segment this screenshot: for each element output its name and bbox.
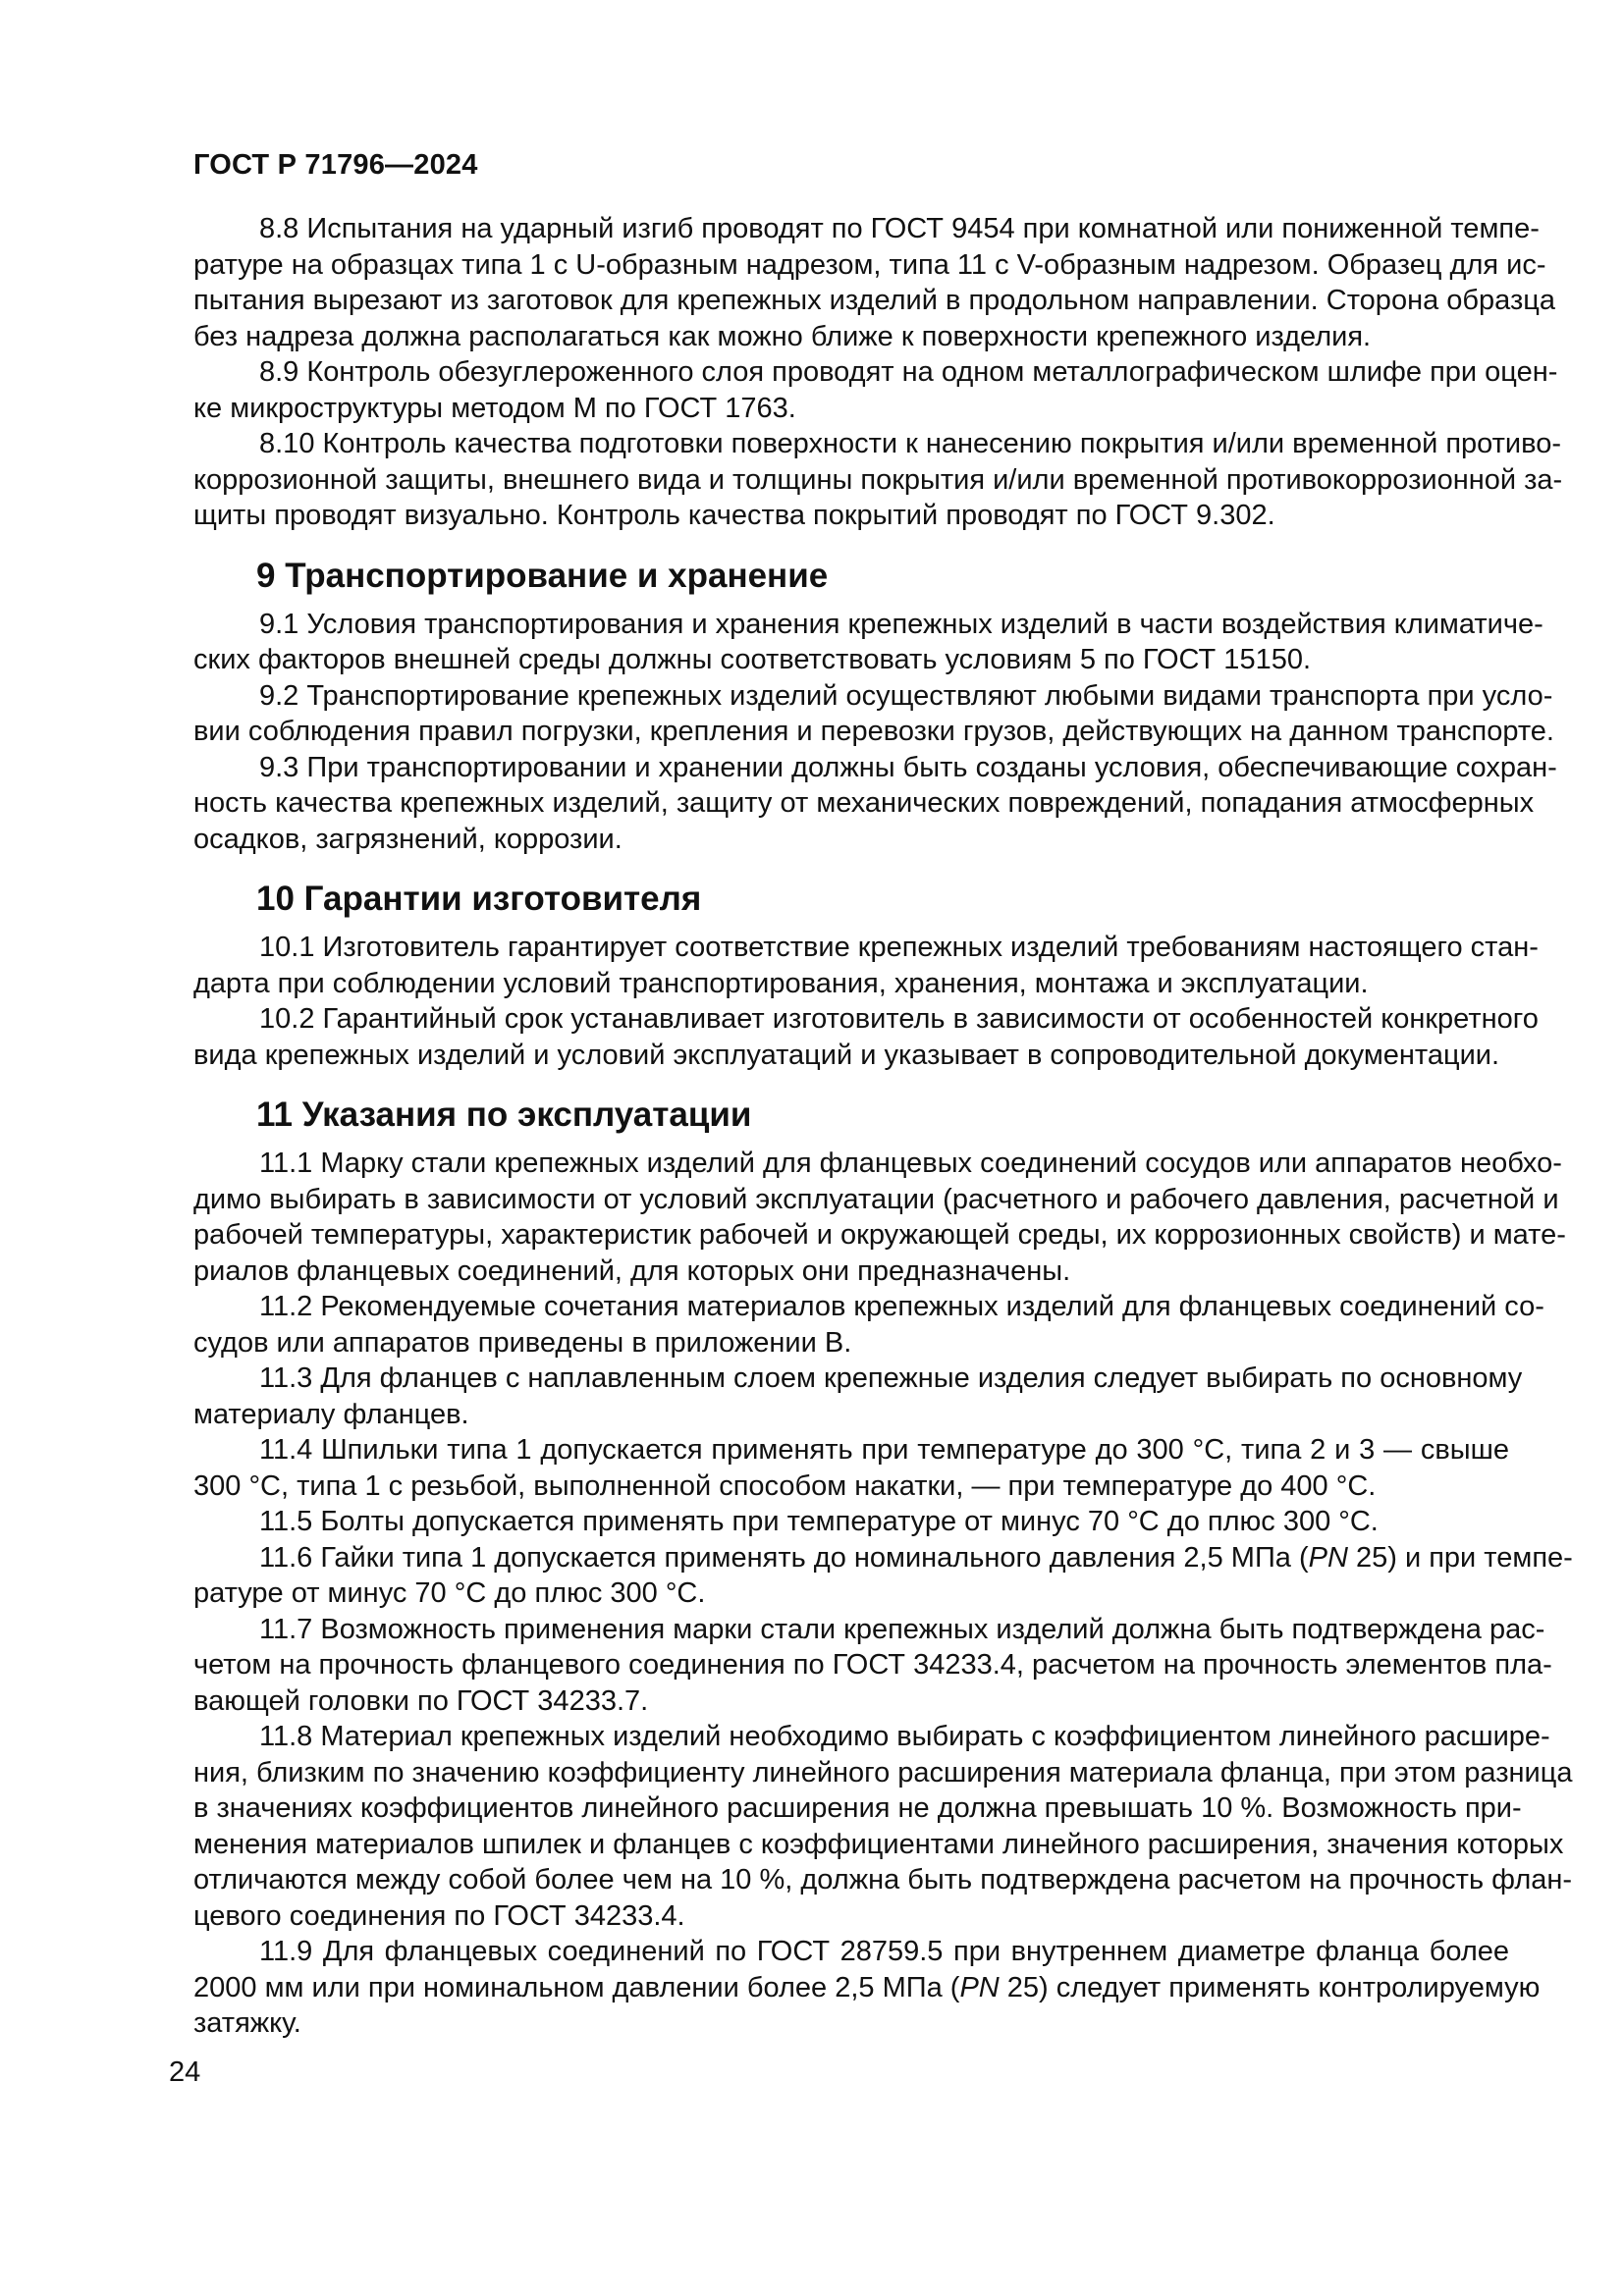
text-line: 11.2 Рекомендуемые сочетания материалов крепежных изделий для фланцевых соединений со- bbox=[259, 1291, 1544, 1322]
document-section bbox=[193, 556, 1557, 858]
text-line: риалов фланцевых соединений, для которых они предназначены. bbox=[193, 1255, 1071, 1287]
text-line: 8.10 Контроль качества подготовки поверхности к нанесению покрытия и/или временной противо- bbox=[259, 428, 1561, 459]
paragraph bbox=[193, 1719, 1573, 1934]
paragraph bbox=[193, 211, 1555, 354]
paragraph bbox=[193, 1146, 1566, 1289]
document-section bbox=[193, 211, 1563, 534]
text-line: четом на прочность фланцевого соединения по ГОСТ 34233.4, расчетом на прочность элементов пла- bbox=[193, 1649, 1552, 1681]
text-line: затяжку. bbox=[193, 2007, 301, 2039]
text-line: 8.9 Контроль обезуглероженного слоя проводят на одном металлографическом шлифе при оцен- bbox=[259, 356, 1558, 388]
text-line: 300 °С, типа 1 с резьбой, выполненной способом накатки, — при температуре до 400 °С. bbox=[193, 1469, 1377, 1502]
text-line: судов или аппаратов приведены в приложении В. bbox=[193, 1326, 852, 1359]
paragraph bbox=[193, 1289, 1544, 1361]
section-heading: 9 Транспортирование и хранение bbox=[256, 556, 829, 595]
text-line: вида крепежных изделий и условий эксплуатаций и указывает в сопроводительной документации. bbox=[193, 1039, 1500, 1071]
paragraph bbox=[193, 1934, 1541, 2042]
document-section bbox=[193, 879, 1539, 1073]
text-line: ратуре от минус 70 °С до плюс 300 °С. bbox=[193, 1577, 706, 1609]
text-line: без надреза должна располагаться как можно ближе к поверхности крепежного изделия. bbox=[193, 320, 1372, 352]
text-line: 10.2 Гарантийный срок устанавливает изготовитель в зависимости от особенностей конкретного bbox=[259, 1003, 1539, 1035]
text-line: 9.3 При транспортировании и хранении должны быть созданы условия, обеспечивающие сохран- bbox=[259, 751, 1557, 783]
text-line: 11.8 Материал крепежных изделий необходимо выбирать с коэффициентом линейного расшире- bbox=[259, 1721, 1550, 1752]
doc-code-header: ГОСТ Р 71796—2024 bbox=[193, 149, 478, 181]
paragraph bbox=[193, 1504, 1509, 1540]
text-line: 11.4 Шпильки типа 1 допускается применять при температуре до 300 °С, типа 2 и 3 — свыше bbox=[259, 1434, 1509, 1466]
text-line: 9.2 Транспортирование крепежных изделий осуществляют любыми видами транспорта при усло- bbox=[259, 679, 1553, 712]
text-line: 11.6 Гайки типа 1 допускается применять до номинального давления 2,5 МПа (PN 25) и при темпе- bbox=[259, 1541, 1573, 1574]
text-line: отличаются между собой более чем на 10 %, должна быть подтверждена расчетом на прочность флан- bbox=[193, 1864, 1573, 1896]
text-line: цевого соединения по ГОСТ 34233.4. bbox=[193, 1899, 685, 1932]
text-line: дарта при соблюдении условий транспортирования, хранения, монтажа и эксплуатации. bbox=[193, 967, 1369, 999]
text-line: 11.7 Возможность применения марки стали крепежных изделий должна быть подтверждена рас- bbox=[259, 1613, 1545, 1645]
paragraph bbox=[193, 607, 1543, 678]
text-line: менения материалов шпилек и фланцев с коэффициентами линейного расширения, значения которых bbox=[193, 1828, 1564, 1860]
paragraph bbox=[193, 1612, 1552, 1720]
text-line: ке микроструктуры методом М по ГОСТ 1763. bbox=[193, 392, 796, 424]
text-line: вающей головки по ГОСТ 34233.7. bbox=[193, 1684, 649, 1717]
text-line: пытания вырезают из заготовок для крепежных изделий в продольном направлении. Сторона образца bbox=[193, 285, 1555, 316]
paragraph bbox=[193, 354, 1558, 426]
text-line: осадков, загрязнений, коррозии. bbox=[193, 823, 623, 855]
text-line: 11.3 Для фланцев с наплавленным слоем крепежные изделия следует выбирать по основному bbox=[259, 1362, 1523, 1394]
paragraph bbox=[193, 1001, 1539, 1073]
paragraph bbox=[193, 678, 1554, 750]
text-line: материалу фланцев. bbox=[193, 1398, 469, 1430]
paragraph bbox=[193, 426, 1563, 534]
text-line: 11.1 Марку стали крепежных изделий для фланцевых соединений сосудов или аппаратов необхо- bbox=[259, 1148, 1562, 1179]
text-line: 11.5 Болты допускается применять при температуре от минус 70 °С до плюс 300 °С. bbox=[259, 1506, 1379, 1537]
document-body bbox=[193, 211, 1573, 2042]
paragraph bbox=[193, 750, 1557, 858]
section-heading: 11 Указания по эксплуатации bbox=[256, 1095, 752, 1134]
section-heading: 10 Гарантии изготовителя bbox=[256, 880, 702, 918]
text-line: ность качества крепежных изделий, защиту от механических повреждений, попадания атмосферных bbox=[193, 787, 1535, 819]
text-line: димо выбирать в зависимости от условий эксплуатации (расчетного и рабочего давления, расчетной и bbox=[193, 1183, 1559, 1215]
paragraph bbox=[193, 1432, 1509, 1504]
text-line: в значениях коэффициентов линейного расширения не должна превышать 10 %. Возможность при- bbox=[193, 1792, 1522, 1824]
document-section bbox=[193, 1095, 1573, 2042]
text-line: 8.8 Испытания на ударный изгиб проводят по ГОСТ 9454 при комнатной или пониженной темпе- bbox=[259, 213, 1540, 244]
page-number: 24 bbox=[169, 2056, 201, 2088]
text-line: рабочей температуры, характеристик рабочей и окружающей среды, их коррозионных свойств) и мате- bbox=[193, 1219, 1566, 1251]
text-line: 9.1 Условия транспортирования и хранения крепежных изделий в части воздействия климатиче- bbox=[259, 608, 1543, 640]
text-line: 10.1 Изготовитель гарантирует соответствие крепежных изделий требованиям настоящего стан- bbox=[259, 932, 1539, 963]
text-line: ния, близким по значению коэффициенту линейного расширения материала фланца, при этом разница bbox=[193, 1756, 1573, 1789]
text-line: ратуре на образцах типа 1 с U-образным надрезом, типа 11 с V-образным надрезом. Образец для ис- bbox=[193, 248, 1546, 281]
document-content bbox=[193, 147, 1573, 2042]
text-line: щиты проводят визуально. Контроль качества покрытий проводят по ГОСТ 9.302. bbox=[193, 500, 1275, 531]
text-line: ских факторов внешней среды должны соответствовать условиям 5 по ГОСТ 15150. bbox=[193, 644, 1312, 675]
paragraph bbox=[193, 1540, 1573, 1612]
text-line: коррозионной защиты, внешнего вида и толщины покрытия и/или временной противокоррозионной за- bbox=[193, 463, 1563, 496]
text-line: вии соблюдения правил погрузки, крепления и перевозки грузов, действующих на данном транспорте. bbox=[193, 716, 1554, 747]
paragraph bbox=[193, 1361, 1523, 1432]
text-line: 2000 мм или при номинальном давлении более 2,5 МПа (PN 25) следует применять контролируемую bbox=[193, 1971, 1541, 2003]
text-line: 11.9 Для фланцевых соединений по ГОСТ 28759.5 при внутреннем диаметре фланца более bbox=[259, 1936, 1509, 1967]
paragraph bbox=[193, 930, 1539, 1001]
